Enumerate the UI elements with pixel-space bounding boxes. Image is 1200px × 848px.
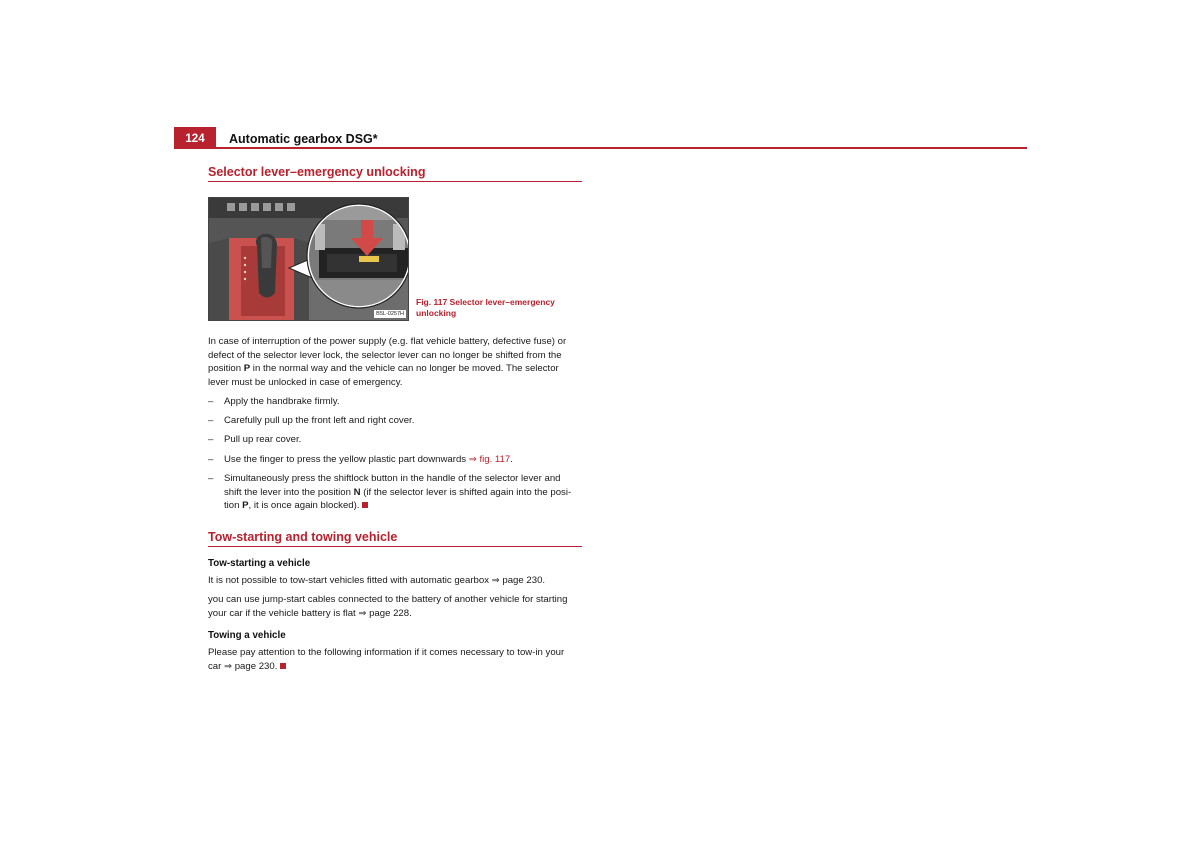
jump-start-paragraph: you can use jump-start cables connected to the battery of another vehicle for starting your car if the vehicle battery is flat ⇒ page 228. bbox=[208, 594, 568, 619]
step-text: Pull up rear cover. bbox=[224, 434, 302, 445]
step-text: Carefully pull up the front left and right cover. bbox=[224, 415, 415, 426]
intro-line-2: defect of the selector lever lock, the selector lever can no longer be shifted from the bbox=[208, 349, 562, 361]
end-of-section-marker bbox=[362, 502, 368, 508]
subheading-towing: Towing a vehicle bbox=[208, 630, 286, 641]
page-number: 124 bbox=[174, 127, 216, 149]
tow-start-paragraph: It is not possible to tow-start vehicles fitted with automatic gearbox ⇒ page 230. bbox=[208, 575, 546, 586]
step-dash: – bbox=[208, 434, 214, 445]
header-rule bbox=[216, 147, 1027, 149]
section-title-emergency-unlocking: Selector lever–emergency unlocking bbox=[208, 165, 426, 179]
subheading-tow-starting: Tow-starting a vehicle bbox=[208, 558, 311, 569]
intro-line-3: position P in the normal way and the vehicle can no longer be moved. The selector bbox=[208, 363, 559, 375]
figure-code: B5L-0257H bbox=[376, 311, 404, 317]
figure-reference-link[interactable]: ⇒ fig. 117 bbox=[468, 454, 511, 465]
intro-paragraph bbox=[208, 335, 582, 389]
section-rule bbox=[208, 181, 582, 182]
towing-paragraph: Please pay attention to the following information if it comes necessary to tow-in your car ⇒ page 230. bbox=[208, 647, 565, 672]
step-text: Simultaneously press the shiftlock button in the handle of the selector lever and shift the lever into the position N (if the selector lever is shifted again into the posi- tion P, it is once again blocked). bbox=[224, 473, 572, 512]
end-of-section-marker bbox=[280, 663, 286, 669]
step-text: Use the finger to press the yellow plastic part downwards ⇒ fig. 117. bbox=[224, 454, 513, 465]
intro-line-1: In case of interruption of the power supply (e.g. flat vehicle battery, defective fuse) or bbox=[208, 336, 567, 347]
step-dash: – bbox=[208, 454, 214, 465]
step-dash: – bbox=[208, 396, 214, 407]
figure-selector-lever bbox=[208, 197, 409, 321]
figure-caption: Fig. 117 Selector lever–emergency unlocking bbox=[416, 297, 555, 318]
intro-line-4: lever must be unlocked in case of emergency. bbox=[208, 376, 403, 388]
section-rule bbox=[208, 546, 582, 547]
selector-lever-illustration bbox=[209, 198, 408, 320]
step-dash: – bbox=[208, 415, 214, 426]
step-dash: – bbox=[208, 473, 214, 484]
section-title-towing: Tow-starting and towing vehicle bbox=[208, 530, 398, 544]
chapter-title: Automatic gearbox DSG* bbox=[229, 132, 378, 146]
step-text: Apply the handbrake firmly. bbox=[224, 396, 340, 407]
